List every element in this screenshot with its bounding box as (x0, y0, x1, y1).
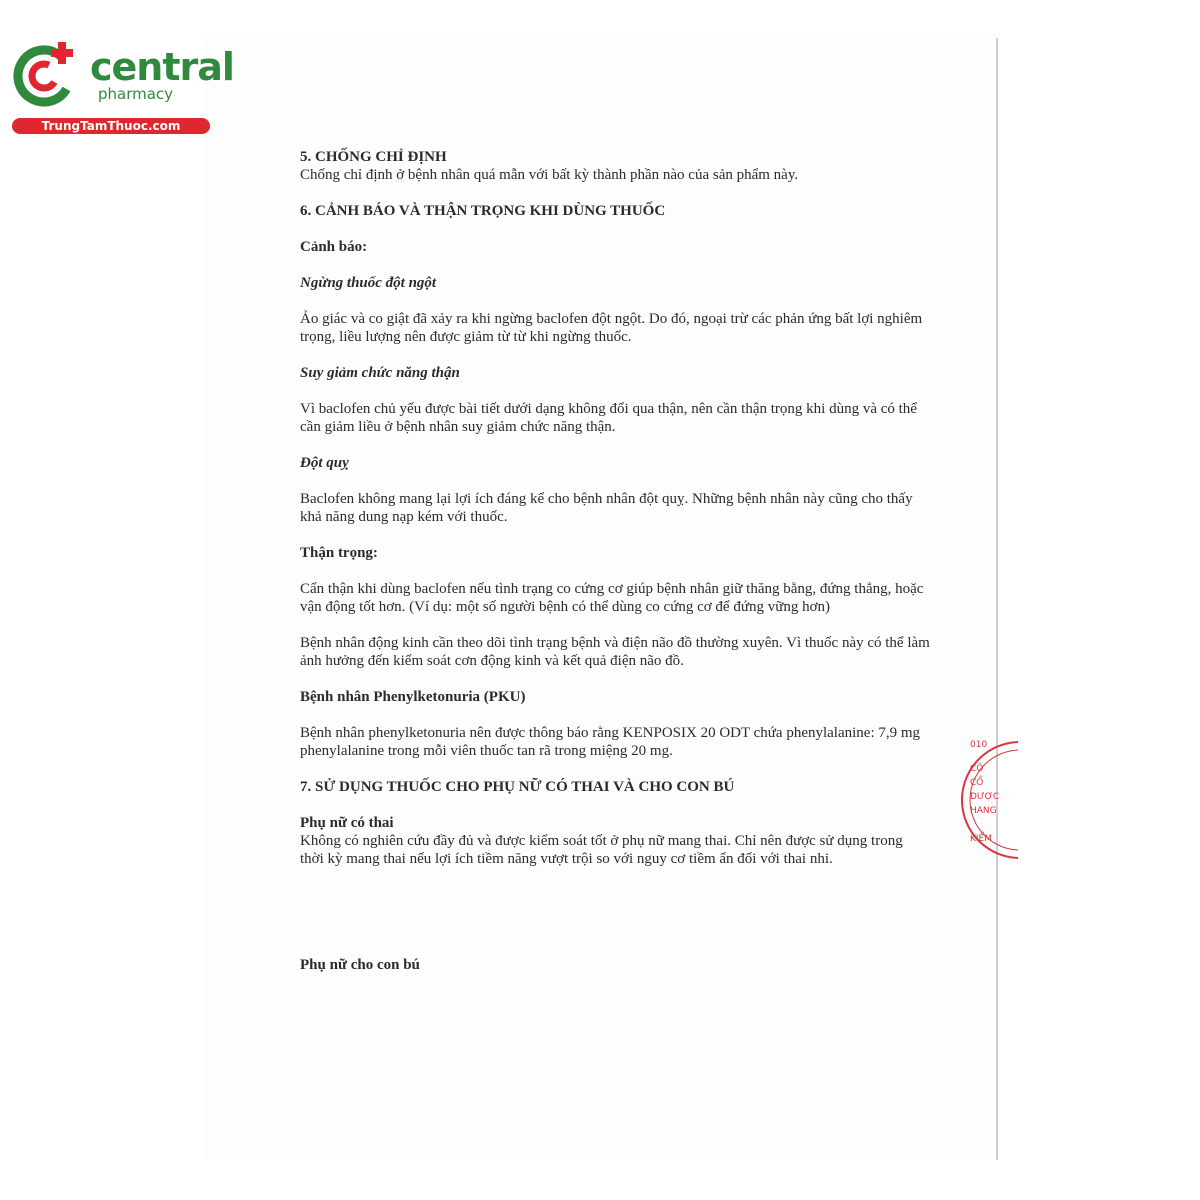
subsection-stroke-text: Baclofen không mang lại lợi ích đáng kể cho bệnh nhân đột quỵ. Những bệnh nhân này cũng cho thấy khả năng dung nạp kém với thuốc. (300, 491, 913, 525)
caution-text-2: Bệnh nhân động kinh cần theo dõi tình trạng bệnh và điện não đồ thường xuyên. Vì thuốc này có thể làm ảnh hưởng đến kiểm soát cơn động kinh và kết quả điện não đồ. (300, 635, 930, 669)
lactation-heading: Phụ nữ cho con bú (300, 957, 420, 973)
subsection-withdrawal-text: Ảo giác và co giật đã xảy ra khi ngừng baclofen đột ngột. Do đó, ngoại trừ các phản ứng bất lợi nghiêm trọng, liều lượng nên được giảm từ từ khi ngừng thuốc. (300, 311, 923, 345)
logo-name: central (90, 45, 234, 89)
section-6-title: 6. CẢNH BÁO VÀ THẬN TRỌNG KHI DÙNG THUỐC (300, 203, 666, 219)
stamp-line-2: CÔ (970, 764, 984, 774)
pku-text: Bệnh nhân phenylketonuria nên được thông báo rằng KENPOSIX 20 ODT chứa phenylalanine: 7,9 mg phenylalanine trong mỗi viên thuốc tan rã trong miệng 20 mg. (300, 725, 921, 759)
stamp-line-5: HANG (970, 806, 997, 816)
section-5-text: Chống chỉ định ở bệnh nhân quá mẫn với bất kỳ thành phần nào của sản phẩm này. (300, 167, 799, 183)
subsection-stroke-title: Đột quỵ (300, 455, 349, 471)
caution-heading: Thận trọng: (300, 545, 378, 561)
stamp-line-4: DƯỢC (970, 792, 1000, 802)
section-7-title: 7. SỬ DỤNG THUỐC CHO PHỤ NỮ CÓ THAI VÀ CHO CON BÚ (300, 779, 735, 795)
warning-heading: Cảnh báo: (300, 239, 368, 255)
subsection-renal-title: Suy giảm chức năng thận (300, 365, 460, 381)
logo-subtitle: pharmacy (98, 85, 174, 103)
pregnancy-heading: Phụ nữ có thai (300, 815, 394, 831)
logo-mark-icon (10, 40, 82, 112)
stamp-line-6: KIỂM (970, 834, 993, 844)
central-pharmacy-logo (10, 38, 234, 138)
subsection-withdrawal-title: Ngừng thuốc đột ngột (300, 275, 437, 291)
stamp-line-1: 010 (970, 740, 988, 750)
pregnancy-text: Không có nghiên cứu đầy đủ và được kiểm soát tốt ở phụ nữ mang thai. Chỉ nên được sử dụng trong thời kỳ mang thai nếu lợi ích tiềm năng vượt trội so với nguy cơ tiềm ẩn đối với thai nhi. (300, 833, 903, 867)
subsection-renal-text: Vì baclofen chủ yếu được bài tiết dưới dạng không đổi qua thận, nên cần thận trọng khi dùng và có thể cần giảm liều ở bệnh nhân suy giảm chức năng thận. (300, 401, 917, 435)
pku-heading: Bệnh nhân Phenylketonuria (PKU) (300, 689, 526, 705)
caution-text-1: Cẩn thận khi dùng baclofen nếu tình trạng co cứng cơ giúp bệnh nhân giữ thăng bằng, đứng thẳng, hoặc vận động tốt hơn. (Ví dụ: một số người bệnh có thể dùng co cứng cơ để đứng vững hơn) (300, 581, 924, 615)
logo-url-badge: TrungTamThuoc.com (12, 118, 210, 134)
official-stamp (958, 730, 1018, 870)
document-body (300, 148, 930, 974)
stamp-line-3: CỔ (970, 778, 984, 788)
section-5-title: 5. CHỐNG CHỈ ĐỊNH (300, 149, 447, 165)
